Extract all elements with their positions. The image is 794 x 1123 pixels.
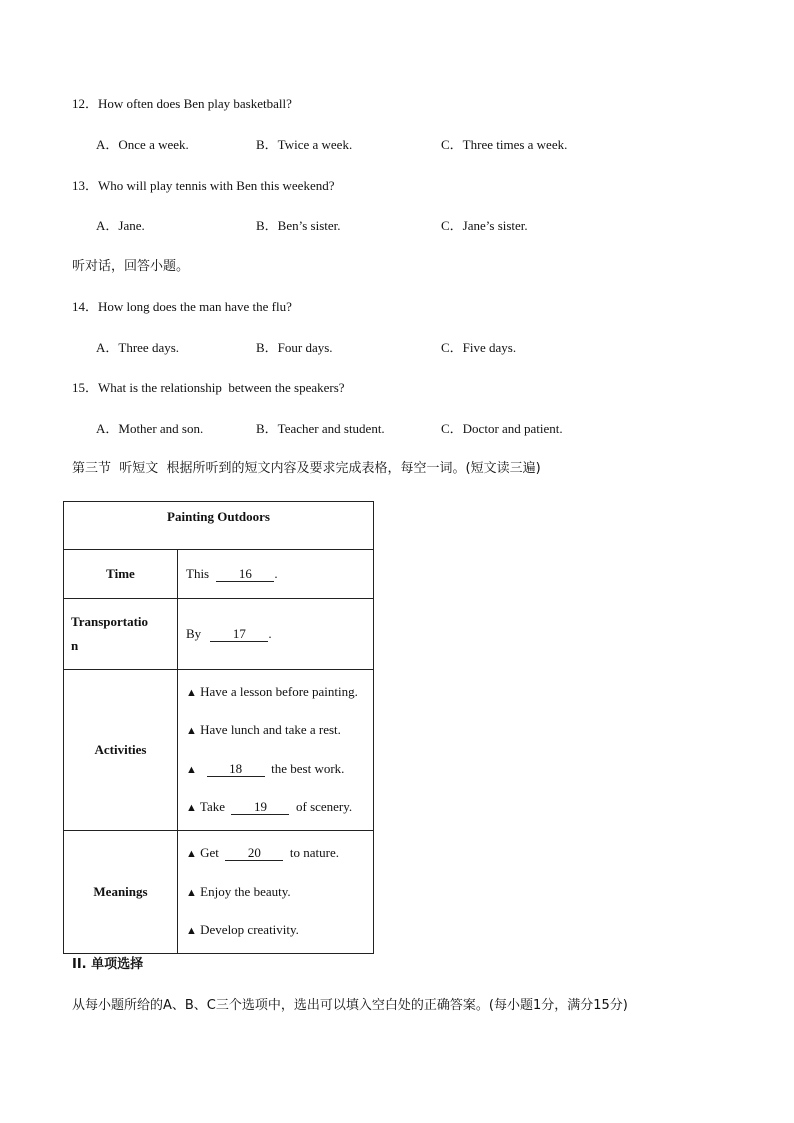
table-row: [64, 550, 374, 599]
activity-1: Have a lesson before painting.: [200, 683, 358, 699]
transportation-value: [178, 599, 374, 670]
activities-list: [178, 670, 374, 831]
table-title-cell: [64, 502, 374, 550]
transportation-label: [64, 599, 178, 670]
question-15-option-a[interactable]: A．Mother and son.: [96, 421, 204, 436]
transport-prefix: By: [186, 626, 202, 641]
question-13-option-c[interactable]: C．Jane’s sister.: [441, 218, 528, 233]
section-2-instruction: 从每小题所给的A、B、C三个选项中，选出可以填入空白处的正确答案。(每小题1分，满分15分): [72, 998, 628, 1013]
table-row: [64, 670, 374, 831]
question-15-option-b[interactable]: B．Teacher and student.: [256, 421, 385, 436]
question-14-option-b[interactable]: B．Four days.: [256, 340, 333, 355]
list-item: [186, 884, 373, 901]
list-item: [186, 922, 373, 939]
question-14-option-a[interactable]: A．Three days.: [96, 340, 180, 355]
list-item: [186, 845, 373, 862]
list-item: [186, 722, 373, 739]
bullet-triangle-icon: ▲: [186, 686, 197, 699]
question-14-stem: 14．How long does the man have the flu?: [72, 299, 292, 314]
meaning-3: Develop creativity.: [200, 922, 299, 937]
question-15-stem: 15．What is the relationship between the speakers?: [72, 380, 345, 395]
bullet-triangle-icon: ▲: [186, 925, 197, 937]
meanings-list: [178, 831, 374, 954]
time-prefix: This: [186, 566, 210, 581]
question-12-stem: 12．How often does Ben play basketball?: [72, 96, 292, 111]
question-13-stem: 13．Who will play tennis with Ben this weekend?: [72, 178, 335, 193]
dialog-instruction: 听对话，回答小题。: [72, 259, 190, 274]
activity-2: Have lunch and take a rest.: [200, 722, 341, 738]
list-item: [186, 684, 373, 701]
activity-4-prefix: Take: [199, 799, 225, 815]
time-label: Time: [64, 550, 178, 599]
time-suffix: .: [274, 566, 278, 581]
table-title: Painting Outdoors: [167, 509, 270, 524]
section-2-title: II. 单项选择: [72, 957, 144, 972]
meaning-1-prefix: Get: [200, 845, 219, 860]
blank-20[interactable]: 20: [225, 846, 283, 861]
bullet-triangle-icon: ▲: [186, 802, 197, 815]
list-item: [186, 761, 373, 778]
question-13-option-b[interactable]: B．Ben’s sister.: [256, 218, 341, 233]
bullet-triangle-icon: ▲: [186, 886, 197, 899]
bullet-triangle-icon: ▲: [186, 848, 197, 860]
question-14-option-c[interactable]: C．Five days.: [441, 340, 517, 355]
activity-3-suffix: the best work.: [271, 760, 345, 776]
activities-label: Activities: [64, 670, 178, 831]
blank-16[interactable]: 16: [216, 567, 274, 582]
bullet-triangle-icon: ▲: [186, 725, 197, 738]
meanings-label: Meanings: [64, 831, 178, 954]
table-row: [64, 599, 374, 670]
question-13-option-a[interactable]: A．Jane.: [96, 218, 145, 233]
table-row: [64, 831, 374, 954]
question-12-option-c[interactable]: C．Three times a week.: [441, 137, 568, 152]
transport-suffix: .: [268, 626, 272, 641]
painting-outdoors-table: [63, 501, 374, 954]
question-15-option-c[interactable]: C．Doctor and patient.: [441, 421, 563, 436]
meaning-1-suffix: to nature.: [289, 845, 340, 860]
blank-17[interactable]: 17: [210, 627, 268, 642]
question-12-option-a[interactable]: A．Once a week.: [96, 137, 189, 152]
meaning-2: Enjoy the beauty.: [200, 883, 291, 899]
transportation-label-line2: n: [71, 638, 79, 653]
transportation-label-line1: Transportatio: [71, 614, 149, 629]
bullet-triangle-icon: ▲: [186, 763, 197, 776]
section-3-heading: 第三节 听短文 根据所听到的短文内容及要求完成表格，每空一词。(短文读三遍): [72, 461, 541, 476]
activity-4-suffix: of scenery.: [295, 799, 353, 815]
blank-19[interactable]: 19: [231, 800, 289, 815]
time-value: [178, 550, 374, 599]
blank-18[interactable]: 18: [207, 762, 265, 777]
question-12-option-b[interactable]: B．Twice a week.: [256, 137, 353, 152]
list-item: [186, 799, 373, 816]
